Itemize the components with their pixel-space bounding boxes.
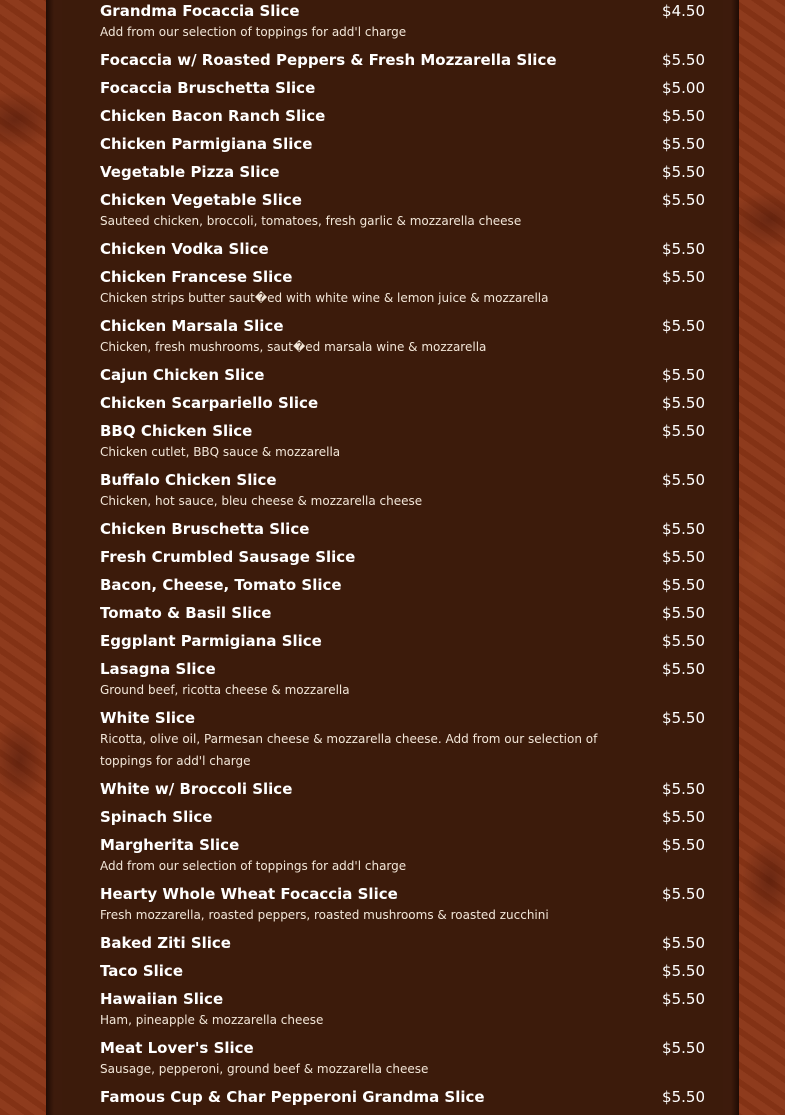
item-name: Focaccia Bruschetta Slice [100, 79, 316, 97]
menu-item [100, 834, 705, 883]
menu-item [100, 546, 705, 574]
item-price: $5.50 [662, 422, 705, 440]
item-description: Add from our selection of toppings for add'l charge [100, 859, 407, 873]
item-price: $5.50 [662, 520, 705, 538]
item-description: Ricotta, olive oil, Parmesan cheese & mozzarella cheese. Add from our selection of toppings for add'l charge [100, 732, 598, 768]
item-price: $5.50 [662, 548, 705, 566]
item-price: $5.50 [662, 107, 705, 125]
item-name: BBQ Chicken Slice [100, 422, 253, 440]
item-price: $5.50 [662, 1039, 705, 1057]
menu-item [100, 778, 705, 806]
item-name: Eggplant Parmigiana Slice [100, 632, 322, 650]
item-name: Fresh Crumbled Sausage Slice [100, 548, 356, 566]
menu-item [100, 105, 705, 133]
item-name: Hawaiian Slice [100, 990, 224, 1008]
item-price: $5.50 [662, 471, 705, 489]
item-price: $5.50 [662, 268, 705, 286]
item-name: Bacon, Cheese, Tomato Slice [100, 576, 342, 594]
menu-item [100, 161, 705, 189]
item-description: Chicken, hot sauce, bleu cheese & mozzarella cheese [100, 494, 423, 508]
item-price: $5.50 [662, 990, 705, 1008]
item-name: Baked Ziti Slice [100, 934, 231, 952]
item-price: $5.50 [662, 366, 705, 384]
menu-item [100, 960, 705, 988]
menu-item [100, 518, 705, 546]
item-description: Chicken, fresh mushrooms, saut�ed marsala wine & mozzarella [100, 340, 487, 354]
menu-item [100, 806, 705, 834]
item-name: Chicken Parmigiana Slice [100, 135, 313, 153]
item-name: Grandma Focaccia Slice [100, 2, 300, 20]
item-price: $5.00 [662, 79, 705, 97]
item-price: $5.50 [662, 836, 705, 854]
menu-item [100, 574, 705, 602]
item-description: Fresh mozzarella, roasted peppers, roasted mushrooms & roasted zucchini [100, 908, 549, 922]
item-price: $5.50 [662, 240, 705, 258]
menu-item [100, 392, 705, 420]
item-price: $5.50 [662, 1088, 705, 1106]
item-description: Chicken cutlet, BBQ sauce & mozzarella [100, 445, 341, 459]
menu-item [100, 133, 705, 161]
item-description: Add from our selection of toppings for add'l charge [100, 25, 407, 39]
item-name: Chicken Marsala Slice [100, 317, 284, 335]
item-price: $5.50 [662, 660, 705, 678]
menu-item [100, 1086, 705, 1114]
menu-item [100, 707, 705, 778]
menu-list [100, 0, 705, 1114]
menu-item [100, 189, 705, 238]
item-name: Spinach Slice [100, 808, 213, 826]
item-name: Chicken Francese Slice [100, 268, 293, 286]
menu-item [100, 420, 705, 469]
item-price: $5.50 [662, 394, 705, 412]
menu-item [100, 988, 705, 1037]
menu-item [100, 630, 705, 658]
item-description: Sauteed chicken, broccoli, tomatoes, fresh garlic & mozzarella cheese [100, 214, 522, 228]
item-name: Famous Cup & Char Pepperoni Grandma Slice [100, 1088, 485, 1106]
item-name: Lasagna Slice [100, 660, 216, 678]
item-name: Margherita Slice [100, 836, 240, 854]
item-price: $5.50 [662, 934, 705, 952]
item-price: $5.50 [662, 808, 705, 826]
item-price: $5.50 [662, 191, 705, 209]
item-name: Hearty Whole Wheat Focaccia Slice [100, 885, 398, 903]
item-name: Buffalo Chicken Slice [100, 471, 277, 489]
menu-item [100, 883, 705, 932]
item-price: $5.50 [662, 604, 705, 622]
menu-item [100, 1037, 705, 1086]
item-name: Chicken Bruschetta Slice [100, 520, 310, 538]
item-name: Chicken Scarpariello Slice [100, 394, 319, 412]
item-name: Taco Slice [100, 962, 183, 980]
item-price: $5.50 [662, 709, 705, 727]
item-price: $5.50 [662, 576, 705, 594]
item-name: White w/ Broccoli Slice [100, 780, 293, 798]
item-name: White Slice [100, 709, 196, 727]
item-price: $5.50 [662, 163, 705, 181]
item-price: $5.50 [662, 51, 705, 69]
item-name: Chicken Bacon Ranch Slice [100, 107, 326, 125]
menu-item [100, 49, 705, 77]
item-name: Focaccia w/ Roasted Peppers & Fresh Mozzarella Slice [100, 51, 557, 69]
item-price: $5.50 [662, 135, 705, 153]
menu-item [100, 315, 705, 364]
item-name: Tomato & Basil Slice [100, 604, 272, 622]
item-price: $5.50 [662, 780, 705, 798]
item-price: $5.50 [662, 317, 705, 335]
item-name: Cajun Chicken Slice [100, 366, 265, 384]
menu-item [100, 602, 705, 630]
item-name: Meat Lover's Slice [100, 1039, 254, 1057]
menu-item [100, 77, 705, 105]
item-description: Ham, pineapple & mozzarella cheese [100, 1013, 324, 1027]
menu-item [100, 932, 705, 960]
item-name: Vegetable Pizza Slice [100, 163, 280, 181]
item-name: Chicken Vegetable Slice [100, 191, 302, 209]
item-description: Sausage, pepperoni, ground beef & mozzarella cheese [100, 1062, 429, 1076]
menu-item [100, 658, 705, 707]
menu-item [100, 0, 705, 49]
item-description: Chicken strips butter saut�ed with white wine & lemon juice & mozzarella [100, 291, 549, 305]
item-price: $5.50 [662, 632, 705, 650]
item-name: Chicken Vodka Slice [100, 240, 269, 258]
item-price: $5.50 [662, 962, 705, 980]
item-price: $5.50 [662, 885, 705, 903]
item-price: $4.50 [662, 2, 705, 20]
menu-item [100, 238, 705, 266]
item-description: Ground beef, ricotta cheese & mozzarella [100, 683, 350, 697]
menu-item [100, 364, 705, 392]
menu-item [100, 469, 705, 518]
menu-item [100, 266, 705, 315]
